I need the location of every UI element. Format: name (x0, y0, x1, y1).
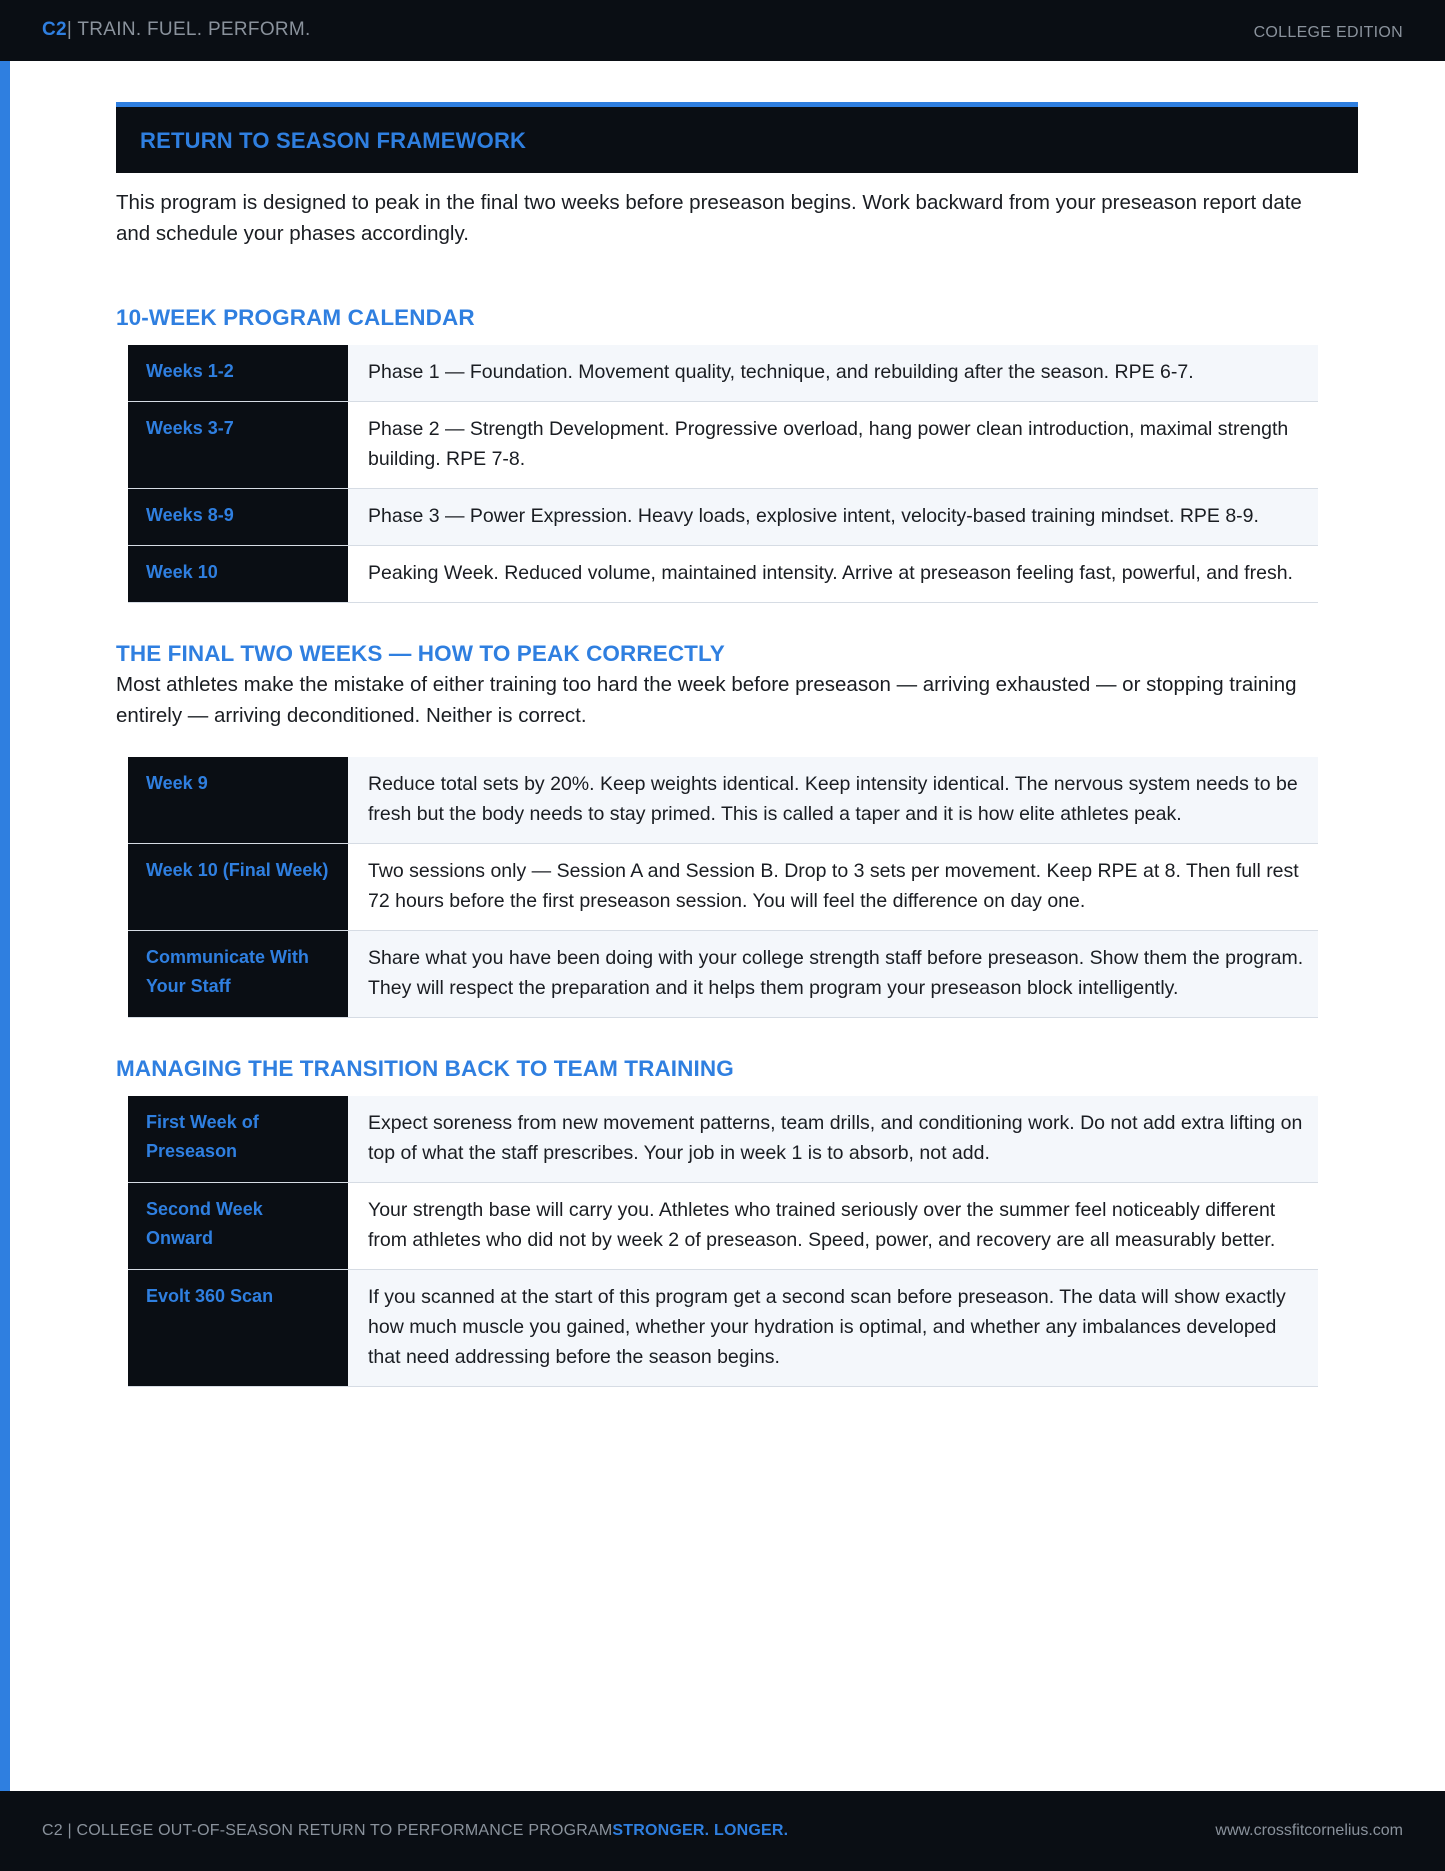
footer (0, 1791, 1445, 1871)
footer-tagline: STRONGER. LONGER. (612, 1822, 789, 1839)
row-description: Reduce total sets by 20%. Keep weights identical. Keep intensity identical. The nervous system needs to be fresh but the body needs to stay primed. This is called a taper and it is how elite athletes peak. (348, 757, 1318, 843)
row-label: Weeks 3-7 (128, 402, 348, 488)
footer-url-link[interactable]: www.crossfitcornelius.com (1215, 1822, 1403, 1839)
intro-paragraph: This program is designed to peak in the final two weeks before preseason begins. Work backward from your preseason report date and schedule your phases accordingly. (116, 191, 1302, 245)
row-label: Week 10 (128, 546, 348, 602)
table-row (128, 546, 1318, 603)
row-description: Two sessions only — Session A and Session B. Drop to 3 sets per movement. Keep RPE at 8. Then full rest 72 hours before the first preseason session. You will feel the difference on day one. (348, 844, 1318, 930)
row-label: Weeks 8-9 (128, 489, 348, 545)
row-description: Peaking Week. Reduced volume, maintained intensity. Arrive at preseason feeling fast, powerful, and fresh. (348, 546, 1318, 602)
row-label: Weeks 1-2 (128, 345, 348, 401)
row-label: Evolt 360 Scan (128, 1270, 348, 1386)
transition-table (128, 1096, 1318, 1387)
row-label: Communicate With Your Staff (128, 931, 348, 1017)
banner-title: RETURN TO SEASON FRAMEWORK (140, 128, 527, 153)
peak-heading: THE FINAL TWO WEEKS — HOW TO PEAK CORRECTLY (116, 641, 725, 666)
top-bar (0, 0, 1445, 61)
brand (42, 19, 311, 41)
row-description: Expect soreness from new movement patterns, team drills, and conditioning work. Do not add extra lifting on top of what the staff prescribes. Your job in week 1 is to absorb, not add. (348, 1096, 1318, 1182)
table-row (128, 402, 1318, 489)
table-row (128, 844, 1318, 931)
footer-program-title (42, 1822, 788, 1840)
row-description: Phase 3 — Power Expression. Heavy loads, explosive intent, velocity-based training mindset. RPE 8-9. (348, 489, 1318, 545)
brand-logo: C2 (42, 19, 67, 40)
section-banner (116, 102, 1358, 173)
row-label: Week 9 (128, 757, 348, 843)
left-accent-bar (0, 61, 10, 1791)
row-description: Phase 1 — Foundation. Movement quality, technique, and rebuilding after the season. RPE 6-7. (348, 345, 1318, 401)
table-row (128, 345, 1318, 402)
row-label: Week 10 (Final Week) (128, 844, 348, 930)
main-content (116, 102, 1358, 1387)
table-row (128, 931, 1318, 1018)
transition-heading: MANAGING THE TRANSITION BACK TO TEAM TRAINING (116, 1056, 734, 1081)
table-row (128, 1270, 1318, 1387)
row-label: Second Week Onward (128, 1183, 348, 1269)
table-row (128, 757, 1318, 844)
calendar-heading: 10-WEEK PROGRAM CALENDAR (116, 305, 475, 330)
peak-table (128, 757, 1318, 1018)
table-row (128, 1096, 1318, 1183)
footer-program-text: C2 | COLLEGE OUT-OF-SEASON RETURN TO PERFORMANCE PROGRAM (42, 1822, 613, 1839)
row-label: First Week of Preseason (128, 1096, 348, 1182)
row-description: Your strength base will carry you. Athletes who trained seriously over the summer feel noticeably different from athletes who did not by week 2 of preseason. Speed, power, and recovery are all measurably better. (348, 1183, 1318, 1269)
peak-paragraph: Most athletes make the mistake of either training too hard the week before preseason — arriving exhausted — or stopping training entirely — arriving deconditioned. Neither is correct. (116, 673, 1297, 727)
calendar-table (128, 345, 1318, 603)
row-description: Phase 2 — Strength Development. Progressive overload, hang power clean introduction, maximal strength building. RPE 7-8. (348, 402, 1318, 488)
table-row (128, 489, 1318, 546)
row-description: Share what you have been doing with your college strength staff before preseason. Show them the program. They will respect the preparation and it helps them program your preseason block intelligently. (348, 931, 1318, 1017)
brand-tagline: | TRAIN. FUEL. PERFORM. (66, 19, 311, 40)
edition-label: COLLEGE EDITION (1253, 24, 1403, 41)
table-row (128, 1183, 1318, 1270)
row-description: If you scanned at the start of this program get a second scan before preseason. The data will show exactly how much muscle you gained, whether your hydration is optimal, and whether any imbalances developed that need addressing before the season begins. (348, 1270, 1318, 1386)
